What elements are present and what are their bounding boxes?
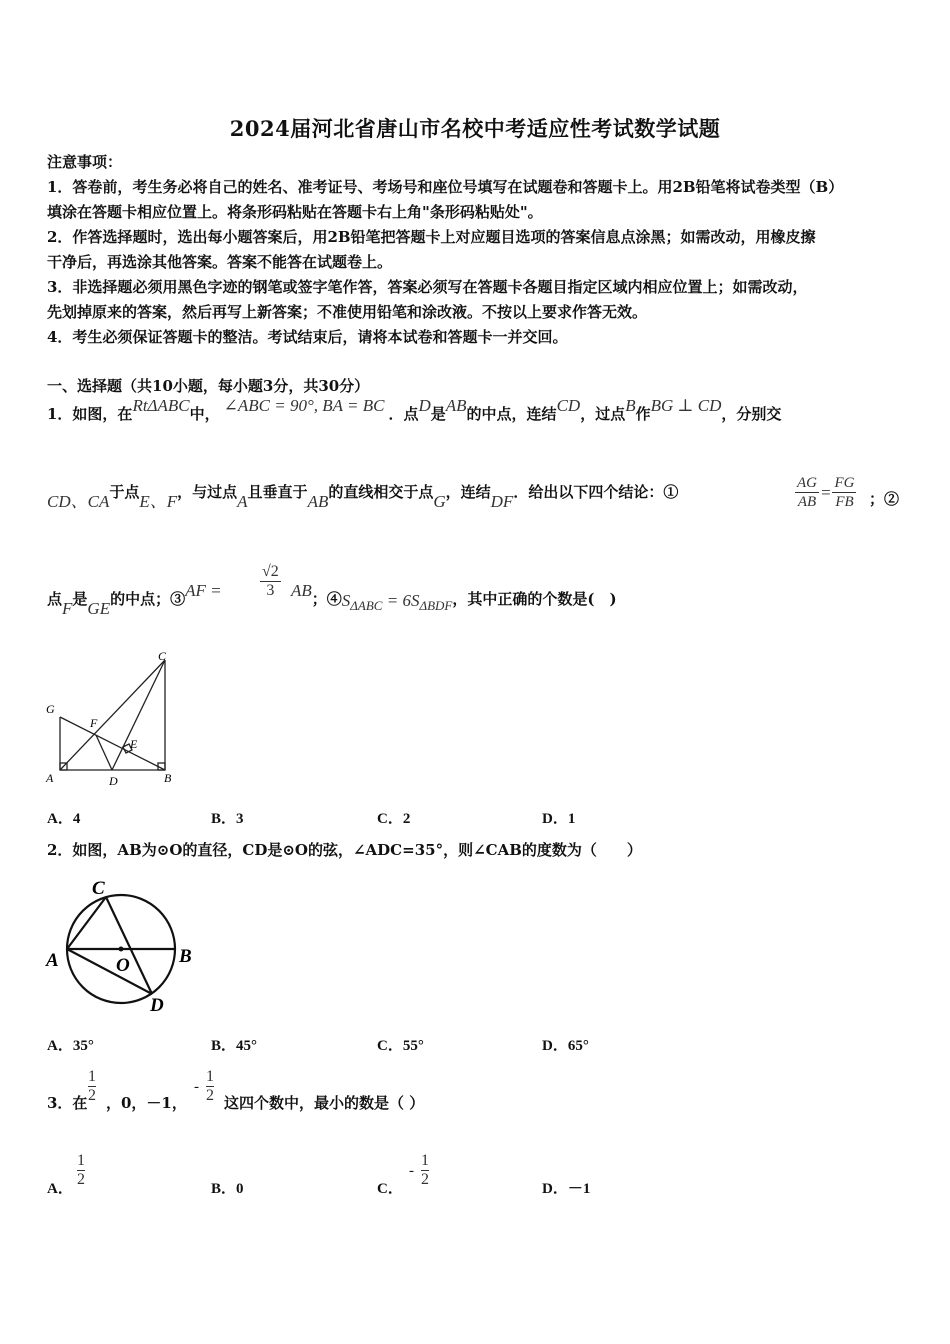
fig-label: A: [46, 771, 54, 785]
q2-option-d[interactable]: D．65°: [542, 1038, 589, 1054]
fig-label: B: [164, 771, 172, 785]
q2-option-c[interactable]: C．55°: [377, 1038, 424, 1054]
fig-label: F: [90, 716, 98, 730]
fig-label: A: [46, 950, 59, 971]
q3-option-c[interactable]: C．: [377, 1181, 403, 1197]
q1-option-a[interactable]: A．4: [47, 811, 81, 827]
q1-option-d[interactable]: D．1: [542, 811, 576, 827]
q1-option-b[interactable]: B．3: [211, 811, 244, 827]
q1-ratio: $\frac{AG}{AB}$ = $\frac{FG}{FB}$: [797, 475, 855, 510]
q3-option-a[interactable]: A．: [47, 1181, 73, 1197]
section-heading: 一、选择题（共10小题，每小题3分，共30分）: [47, 377, 370, 395]
q2-text: 2．如图，AB为⊙O的直径，CD是⊙O的弦，∠ADC=35°，则∠CAB的度数为（ ）: [47, 841, 642, 859]
fig-label: O: [116, 955, 130, 976]
q3-fraction-half: 1 2: [88, 1068, 96, 1104]
q3-prefix: 3．在: [47, 1094, 88, 1112]
fig-label: D: [150, 995, 164, 1016]
q3-option-b[interactable]: B．0: [211, 1181, 244, 1197]
q1-line3: 点F是GE的中点；③AF =: [47, 581, 222, 618]
notice-line: 先划掉原来的答案，然后再写上新答案；不准使用铅笔和涂改液。不按以上要求作答无效。: [47, 303, 648, 321]
q1-line2-end: ；②: [869, 490, 900, 508]
q3-fraction-neg-half: 1 2: [206, 1068, 214, 1104]
fig-label: D: [109, 774, 118, 788]
q1-line2: CD、CA于点E、F，与过点A且垂直于AB的直线相交于点G，连结DF．给出以下四个结论：①: [47, 483, 679, 511]
q2-circle-figure: [40, 870, 205, 1020]
q3-neg-sign: -: [194, 1079, 199, 1095]
notice-line: 1．答卷前，考生务必将自己的姓名、准考证号、考场号和座位号填写在试题卷和答题卡上。用2B铅笔将试卷类型（B）: [47, 178, 844, 196]
q3-option-d[interactable]: D．－1: [542, 1181, 591, 1197]
q3-option-c-neg: -: [409, 1163, 414, 1179]
q3-mid: ，0，－1，: [106, 1094, 187, 1112]
notice-line: 干净后，再选涂其他答案。答案不能答在试题卷上。: [47, 253, 393, 271]
q2-option-a[interactable]: A．35°: [47, 1038, 94, 1054]
fig-label: B: [179, 946, 192, 967]
notice-line: 2．作答选择题时，选出每小题答案后，用2B铅笔把答题卡上对应题目选项的答案信息点涂黑；如需改动，用橡皮擦: [47, 228, 816, 246]
q3-suffix: 这四个数中，最小的数是（ ）: [224, 1094, 425, 1112]
notice-line: 填涂在答题卡相应位置上。将条形码粘贴在答题卡右上角"条形码粘贴处"。: [47, 203, 543, 221]
q3-option-c-fraction: 1 2: [421, 1152, 429, 1188]
notice-line: 3．非选择题必须用黑色字迹的钢笔或签字笔作答，答案必须写在答题卡各题目指定区域内相应位置上；如需改动，: [47, 278, 808, 296]
fig-label: E: [130, 737, 138, 751]
q1-line3b: AB；④SΔABC = 6SΔBDF，其中正确的个数是( ): [291, 581, 617, 613]
fig-label: C: [92, 878, 105, 899]
fig-label: G: [46, 702, 55, 716]
notice-heading: 注意事项：: [47, 153, 123, 171]
q1-option-c[interactable]: C．2: [377, 811, 411, 827]
q3-option-a-fraction: 1 2: [77, 1152, 85, 1188]
q1-sqrt-fraction: $\frac{√2}{3}$: [262, 563, 279, 599]
q1-line1: 1．如图，在RtΔABC中， ∠ABC = 90°, BA = BC ．点D是AB的中点，连结CD，过点B作BG ⊥ CD，分别交: [47, 396, 782, 423]
q2-option-b[interactable]: B．45°: [211, 1038, 258, 1054]
notice-line: 4．考生必须保证答题卡的整洁。考试结束后，请将本试卷和答题卡一并交回。: [47, 328, 568, 346]
page-title: 2024届河北省唐山市名校中考适应性考试数学试题: [229, 116, 721, 141]
q1-triangle-figure: [40, 645, 185, 790]
fig-label: C: [158, 649, 167, 663]
